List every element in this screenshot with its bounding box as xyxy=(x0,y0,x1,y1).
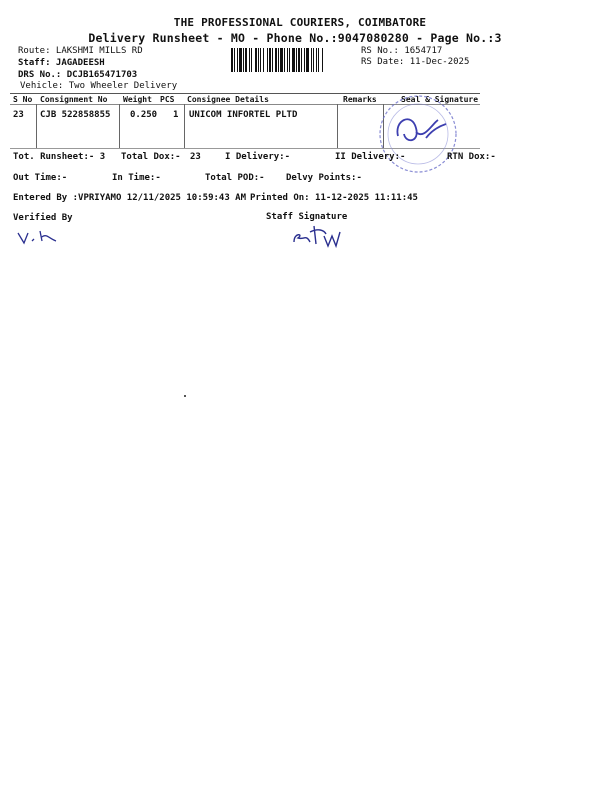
barcode-bar xyxy=(245,48,247,72)
out-time: Out Time:- xyxy=(13,173,68,183)
barcode-bar xyxy=(287,48,288,72)
entered-by: Entered By :VPRIYAMO 12/11/2025 10:59:43 AM xyxy=(13,193,246,203)
barcode-bar xyxy=(280,48,283,72)
col-pcs: PCS xyxy=(160,95,175,104)
barcode-bar xyxy=(272,48,273,72)
col-remarks: Remarks xyxy=(343,95,377,104)
staff-signature xyxy=(290,222,360,250)
in-time: In Time:- xyxy=(112,173,161,183)
barcode-bar xyxy=(322,48,323,72)
ii-delivery: II Delivery:- xyxy=(335,152,406,162)
verified-by-label: Verified By xyxy=(13,213,73,223)
col-sep xyxy=(337,104,338,148)
barcode-bar xyxy=(267,48,268,72)
col-sep xyxy=(119,104,120,148)
runsheet-subtitle: Delivery Runsheet - MO - Phone No.:9047080280 - Page No.:3 xyxy=(88,31,502,45)
barcode-bar xyxy=(316,48,317,72)
barcode xyxy=(231,48,358,72)
seal-stamp xyxy=(376,94,466,184)
barcode-bar xyxy=(255,48,257,72)
company-title: THE PROFESSIONAL COURIERS, COIMBATORE xyxy=(173,16,427,29)
col-weight: Weight xyxy=(123,95,152,104)
barcode-bar xyxy=(263,48,264,72)
staff-signature-label: Staff Signature xyxy=(266,212,348,222)
barcode-bar xyxy=(284,48,285,72)
barcode-bar xyxy=(298,48,300,72)
vehicle-text: Vehicle: Two Wheeler Delivery xyxy=(20,81,178,91)
barcode-bar xyxy=(243,48,244,72)
barcode-bar xyxy=(296,48,297,72)
total-pod: Total POD:- xyxy=(205,173,265,183)
rs-number: RS No.: 1654717 xyxy=(361,46,443,56)
barcode-bar xyxy=(239,48,242,72)
delvy-points: Delvy Points:- xyxy=(286,173,362,183)
rtn-dox: RTN Dox:- xyxy=(447,152,496,162)
col-sep xyxy=(36,104,37,148)
barcode-bar xyxy=(318,48,319,72)
col-consignment: Consignment No xyxy=(40,95,108,104)
barcode-bar xyxy=(289,48,290,72)
barcode-bar xyxy=(306,48,309,72)
printed-on: Printed On: 11-12-2025 11:11:45 xyxy=(250,193,418,203)
total-dox-value: 23 xyxy=(190,152,201,162)
col-sep xyxy=(184,104,185,148)
barcode-bar xyxy=(301,48,302,72)
barcode-bar xyxy=(237,48,238,72)
barcode-bar xyxy=(258,48,259,72)
col-sno: S No xyxy=(13,95,33,104)
col-consignee: Consignee Details xyxy=(187,95,269,104)
route-text: Route: LAKSHMI MILLS RD xyxy=(18,46,143,56)
rs-date: RS Date: 11-Dec-2025 xyxy=(361,57,470,67)
paper-speck xyxy=(184,395,186,397)
barcode-bar xyxy=(269,48,271,72)
row-consignment: CJB 522858855 xyxy=(40,110,111,120)
barcode-bar xyxy=(313,48,314,72)
barcode-bar xyxy=(249,48,250,72)
barcode-bar xyxy=(231,48,233,72)
barcode-bar xyxy=(260,48,261,72)
row-pcs: 1 xyxy=(173,110,179,120)
total-dox-label: Total Dox:- xyxy=(121,152,181,162)
barcode-bar xyxy=(251,48,252,72)
row-weight: 0.250 xyxy=(130,110,158,120)
i-delivery: I Delivery:- xyxy=(225,152,291,162)
barcode-bar xyxy=(304,48,305,72)
barcode-bar xyxy=(278,48,279,72)
row-consignee: UNICOM INFORTEL PLTD xyxy=(189,110,298,120)
drs-number: DRS No.: DCJB165471703 xyxy=(18,70,138,80)
col-seal: Seal & Signature xyxy=(401,95,479,104)
verified-signature xyxy=(16,227,66,247)
staff-text: Staff: JAGADEESH xyxy=(18,58,105,68)
barcode-bar xyxy=(292,48,295,72)
row-sno: 23 xyxy=(13,110,24,120)
barcode-bar xyxy=(234,48,235,72)
barcode-bar xyxy=(275,48,277,72)
total-runsheet: Tot. Runsheet:- 3 xyxy=(13,152,106,162)
barcode-bar xyxy=(311,48,312,72)
